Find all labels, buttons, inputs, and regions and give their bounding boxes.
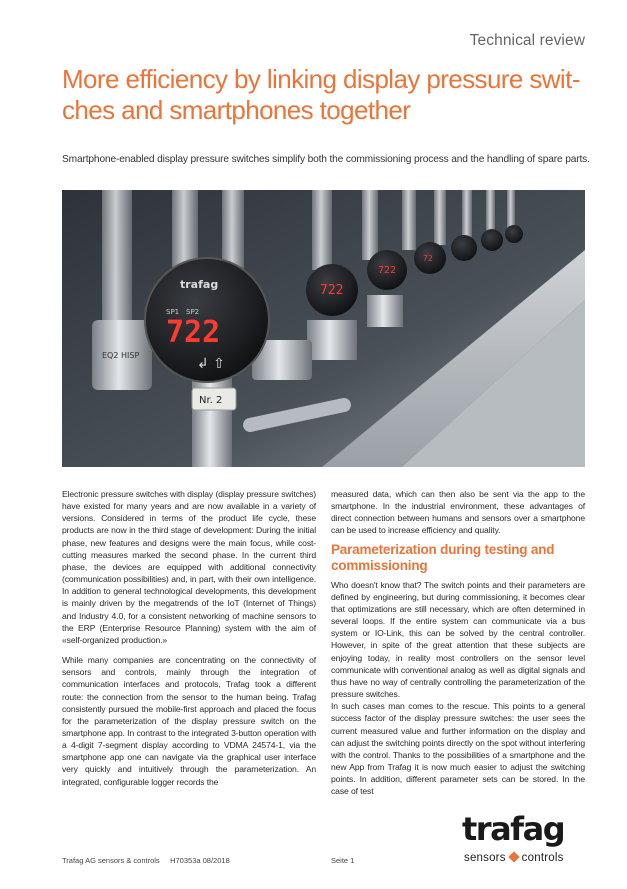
paragraph: In such cases man comes to the rescue. This points to a general success factor of the display pressure switches: the user sees the current measured value and further information on the display and can adjust the switching points directly on the spot without interfering with the control. Thanks to the possibilities of a smartphone and the new App from Trafag it is now much easier to adjust the switching points. In addition, different parameter sets can be stored. In the case of test <box>331 701 585 797</box>
logo-tagline <box>464 852 564 864</box>
footer-page-number: Seite 1 <box>331 856 355 865</box>
page-title: More efficiency by linking display pressure swit-ches and smartphones together <box>62 64 580 125</box>
arrow-icons: ↲ ⇧ <box>197 356 225 372</box>
display-reading: 722 <box>166 315 221 350</box>
channel-sp1: SP1 <box>166 308 180 316</box>
paragraph: Electronic pressure switches with display (display pressure switches) have existed for many years and are now available in a variety of versions. Considered in terms of the product life cycle, these products are now in the third stage of development: During the initial phase, new features and designs were the main focus, while cost-cutting measures marked the second phase. In the current third phase, the devices are equipped with additional connectivity (communication possibilities) and, in part, with their own intelligence. In addition to general technological developments, this development is mainly driven by the megatrends of the IoT (Internet of Things) and Industry 4.0, for a consistent networking of machine sensors to the ERP (Enterprise Resource Planning) system with the aim of «self-organized production.» <box>62 489 316 645</box>
channel-sp2: SP2 <box>186 308 200 316</box>
logo-tag-left: sensors <box>464 852 506 864</box>
paragraph: measured data, which can then also be sent via the app to the smartphone. In the industrial environment, these advantages of direct connection between humans and sensors over a smartphone can be used to increase efficiency and quality. <box>331 489 585 536</box>
svg-text:722: 722 <box>320 283 344 298</box>
body-column-right <box>331 488 585 797</box>
hero-photo <box>62 190 585 467</box>
footer-left: Trafag AG sensors & controls H70353a 08/2018 <box>62 856 230 865</box>
trafag-logo <box>460 812 588 874</box>
paragraph: While many companies are concentrating on the connectivity of sensors and controls, mainly through the integration of communication interfaces and protocols, Trafag took a different route: the connection from the sensor to the human being. Trafag consistently pursued the mobile-first approach and placed the focus for the parameterization of the display pressure switch on the smartphone app. In contrast to the integrated 3-button operation with a 4-digit 7-segment display according to VDMA 24574-1, via the smartphone app one can navigate via the graphical user interface very quickly and intuitively through the parameterization. An integrated, configurable logger records the <box>62 655 316 787</box>
svg-text:Nr. 2: Nr. 2 <box>199 395 223 406</box>
logo-tag-right: controls <box>521 852 564 864</box>
fitting-label: EQ2 HISP <box>102 351 140 360</box>
logo-wordmark: trafag <box>462 810 565 848</box>
section-heading: Parameterization during testing and commissioning <box>331 541 555 573</box>
svg-text:722: 722 <box>378 265 397 276</box>
section-label: Technical review <box>469 32 585 49</box>
device-brand: trafag <box>180 278 219 291</box>
paragraph: Who doesn't know that? The switch points and their parameters are defined by engineering, but during commissioning, it becomes clear that optimizations are still necessary, which are often determined in several loops. If the entire system can communicate via a bus system or IO-Link, this can be solved by the central controller. However, in spite of the great attention that these subjects are enjoying today, in reality most controllers on the sensor level communicate with conventional analog as well as digital signals and thus have no way of centrally controlling the parameterization of the pressure switches. <box>331 579 585 700</box>
page-subtitle: Smartphone-enabled display pressure switches simplify both the commissioning process and the handling of spare parts. <box>62 154 590 165</box>
body-column-left <box>62 488 316 796</box>
diamond-icon <box>508 851 519 862</box>
svg-text:72: 72 <box>423 254 433 263</box>
